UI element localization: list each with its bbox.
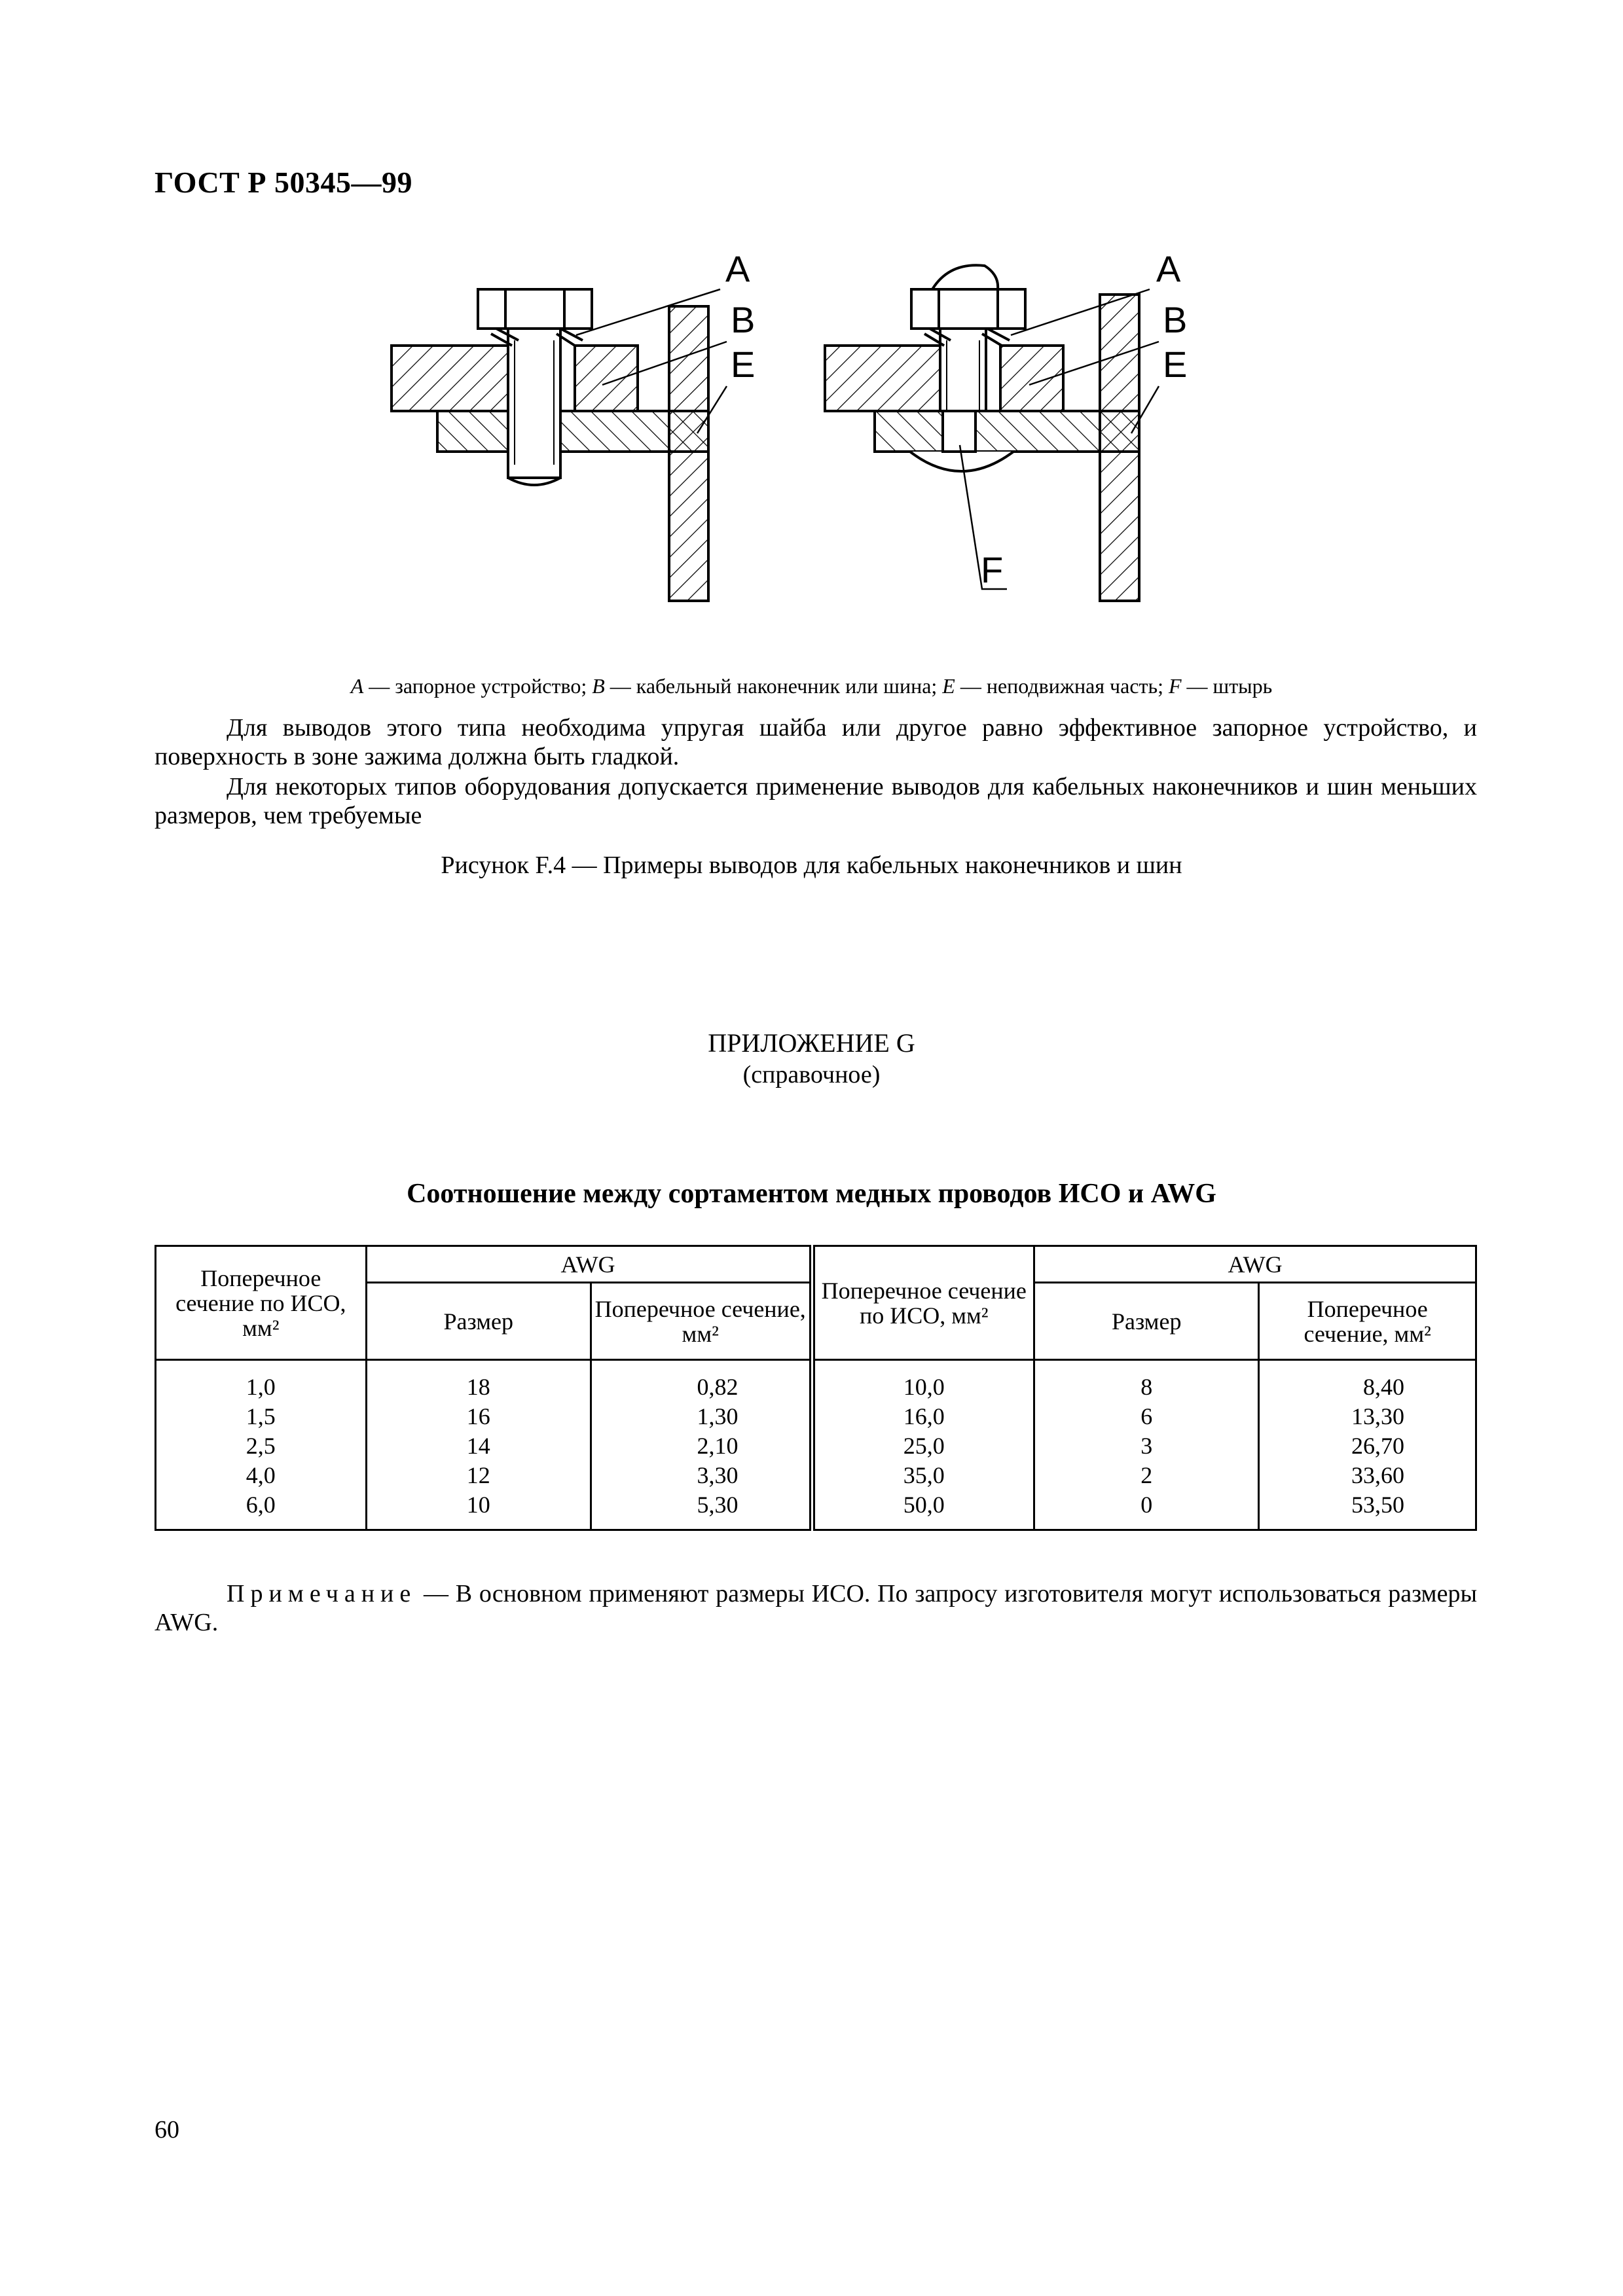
- cell-awg-section-right: 8,40 13,30 26,70 33,60 53,50: [1259, 1360, 1476, 1530]
- header-size-left: Размер: [366, 1283, 591, 1360]
- page-number: 60: [155, 2116, 179, 2144]
- header-iso-section-left: Поперечное сечение по ИСО, мм²: [156, 1246, 367, 1360]
- iso-awg-table: [155, 1245, 1477, 1531]
- header-awg-left: AWG: [366, 1246, 812, 1283]
- figure-legend: [0, 674, 1623, 698]
- header-awg-section-left: Поперечное сечение, мм²: [591, 1283, 812, 1360]
- terminal-figure: [367, 249, 1283, 615]
- label-e-left: E: [731, 344, 756, 385]
- legend-key-f: F: [1169, 674, 1182, 698]
- legend-text-f: — штырь: [1181, 674, 1273, 698]
- figure-caption: Рисунок F.4 — Примеры выводов для кабельных наконечников и шин: [441, 852, 1182, 879]
- header-iso-section-right: Поперечное сечение по ИСО, мм²: [812, 1246, 1034, 1360]
- label-e-right: E: [1163, 344, 1188, 385]
- document-header: ГОСТ Р 50345—99: [155, 166, 412, 199]
- cell-awg-section-left: 0,82 1,30 2,10 3,30 5,30: [591, 1360, 812, 1530]
- label-a-left: A: [725, 249, 750, 289]
- legend-key-a: A: [350, 674, 364, 698]
- header-size-right: Размер: [1034, 1283, 1259, 1360]
- header-awg-section-right: Поперечное сечение, мм²: [1259, 1283, 1476, 1360]
- table-title: Соотношение между сортаментом медных проводов ИСО и AWG: [407, 1179, 1216, 1209]
- paragraph-washer-requirement: Для выводов этого типа необходима упругая шайба или другое равно эффективное запорное устройство, и поверхность в зоне зажима должна быть гладкой.: [155, 714, 1477, 770]
- label-b-left: B: [731, 299, 756, 340]
- annex-title: ПРИЛОЖЕНИЕ G: [708, 1028, 915, 1058]
- label-b-right: B: [1163, 299, 1188, 340]
- cell-awg-size-left: 18 16 14 12 10: [366, 1360, 591, 1530]
- annex-subtitle: (справочное): [742, 1061, 881, 1088]
- table-row: [156, 1360, 1476, 1530]
- note-label: Примечание: [227, 1580, 417, 1607]
- legend-key-e: E: [942, 674, 955, 698]
- paragraph-smaller-terminals: Для некоторых типов оборудования допускается применение выводов для кабельных наконечников и шин меньших размеров, чем требуемые: [155, 773, 1477, 829]
- table-note: [155, 1579, 1477, 1637]
- legend-text-e: — неподвижная часть;: [955, 674, 1169, 698]
- left-terminal-drawing: [392, 289, 727, 601]
- note-text: — В основном применяют размеры ИСО. По запросу изготовителя могут использоваться размеры AWG.: [155, 1580, 1477, 1636]
- cell-iso-right: 10,0 16,0 25,0 35,0 50,0: [812, 1360, 1034, 1530]
- legend-key-b: B: [592, 674, 605, 698]
- header-awg-right: AWG: [1034, 1246, 1476, 1283]
- legend-text-b: — кабельный наконечник или шина;: [604, 674, 943, 698]
- cell-awg-size-right: 8 6 3 2 0: [1034, 1360, 1259, 1530]
- label-a-right: A: [1156, 249, 1181, 289]
- cell-iso-left: 1,0 1,5 2,5 4,0 6,0: [156, 1360, 367, 1530]
- legend-text-a: — запорное устройство;: [363, 674, 593, 698]
- label-f-right: F: [981, 549, 1004, 590]
